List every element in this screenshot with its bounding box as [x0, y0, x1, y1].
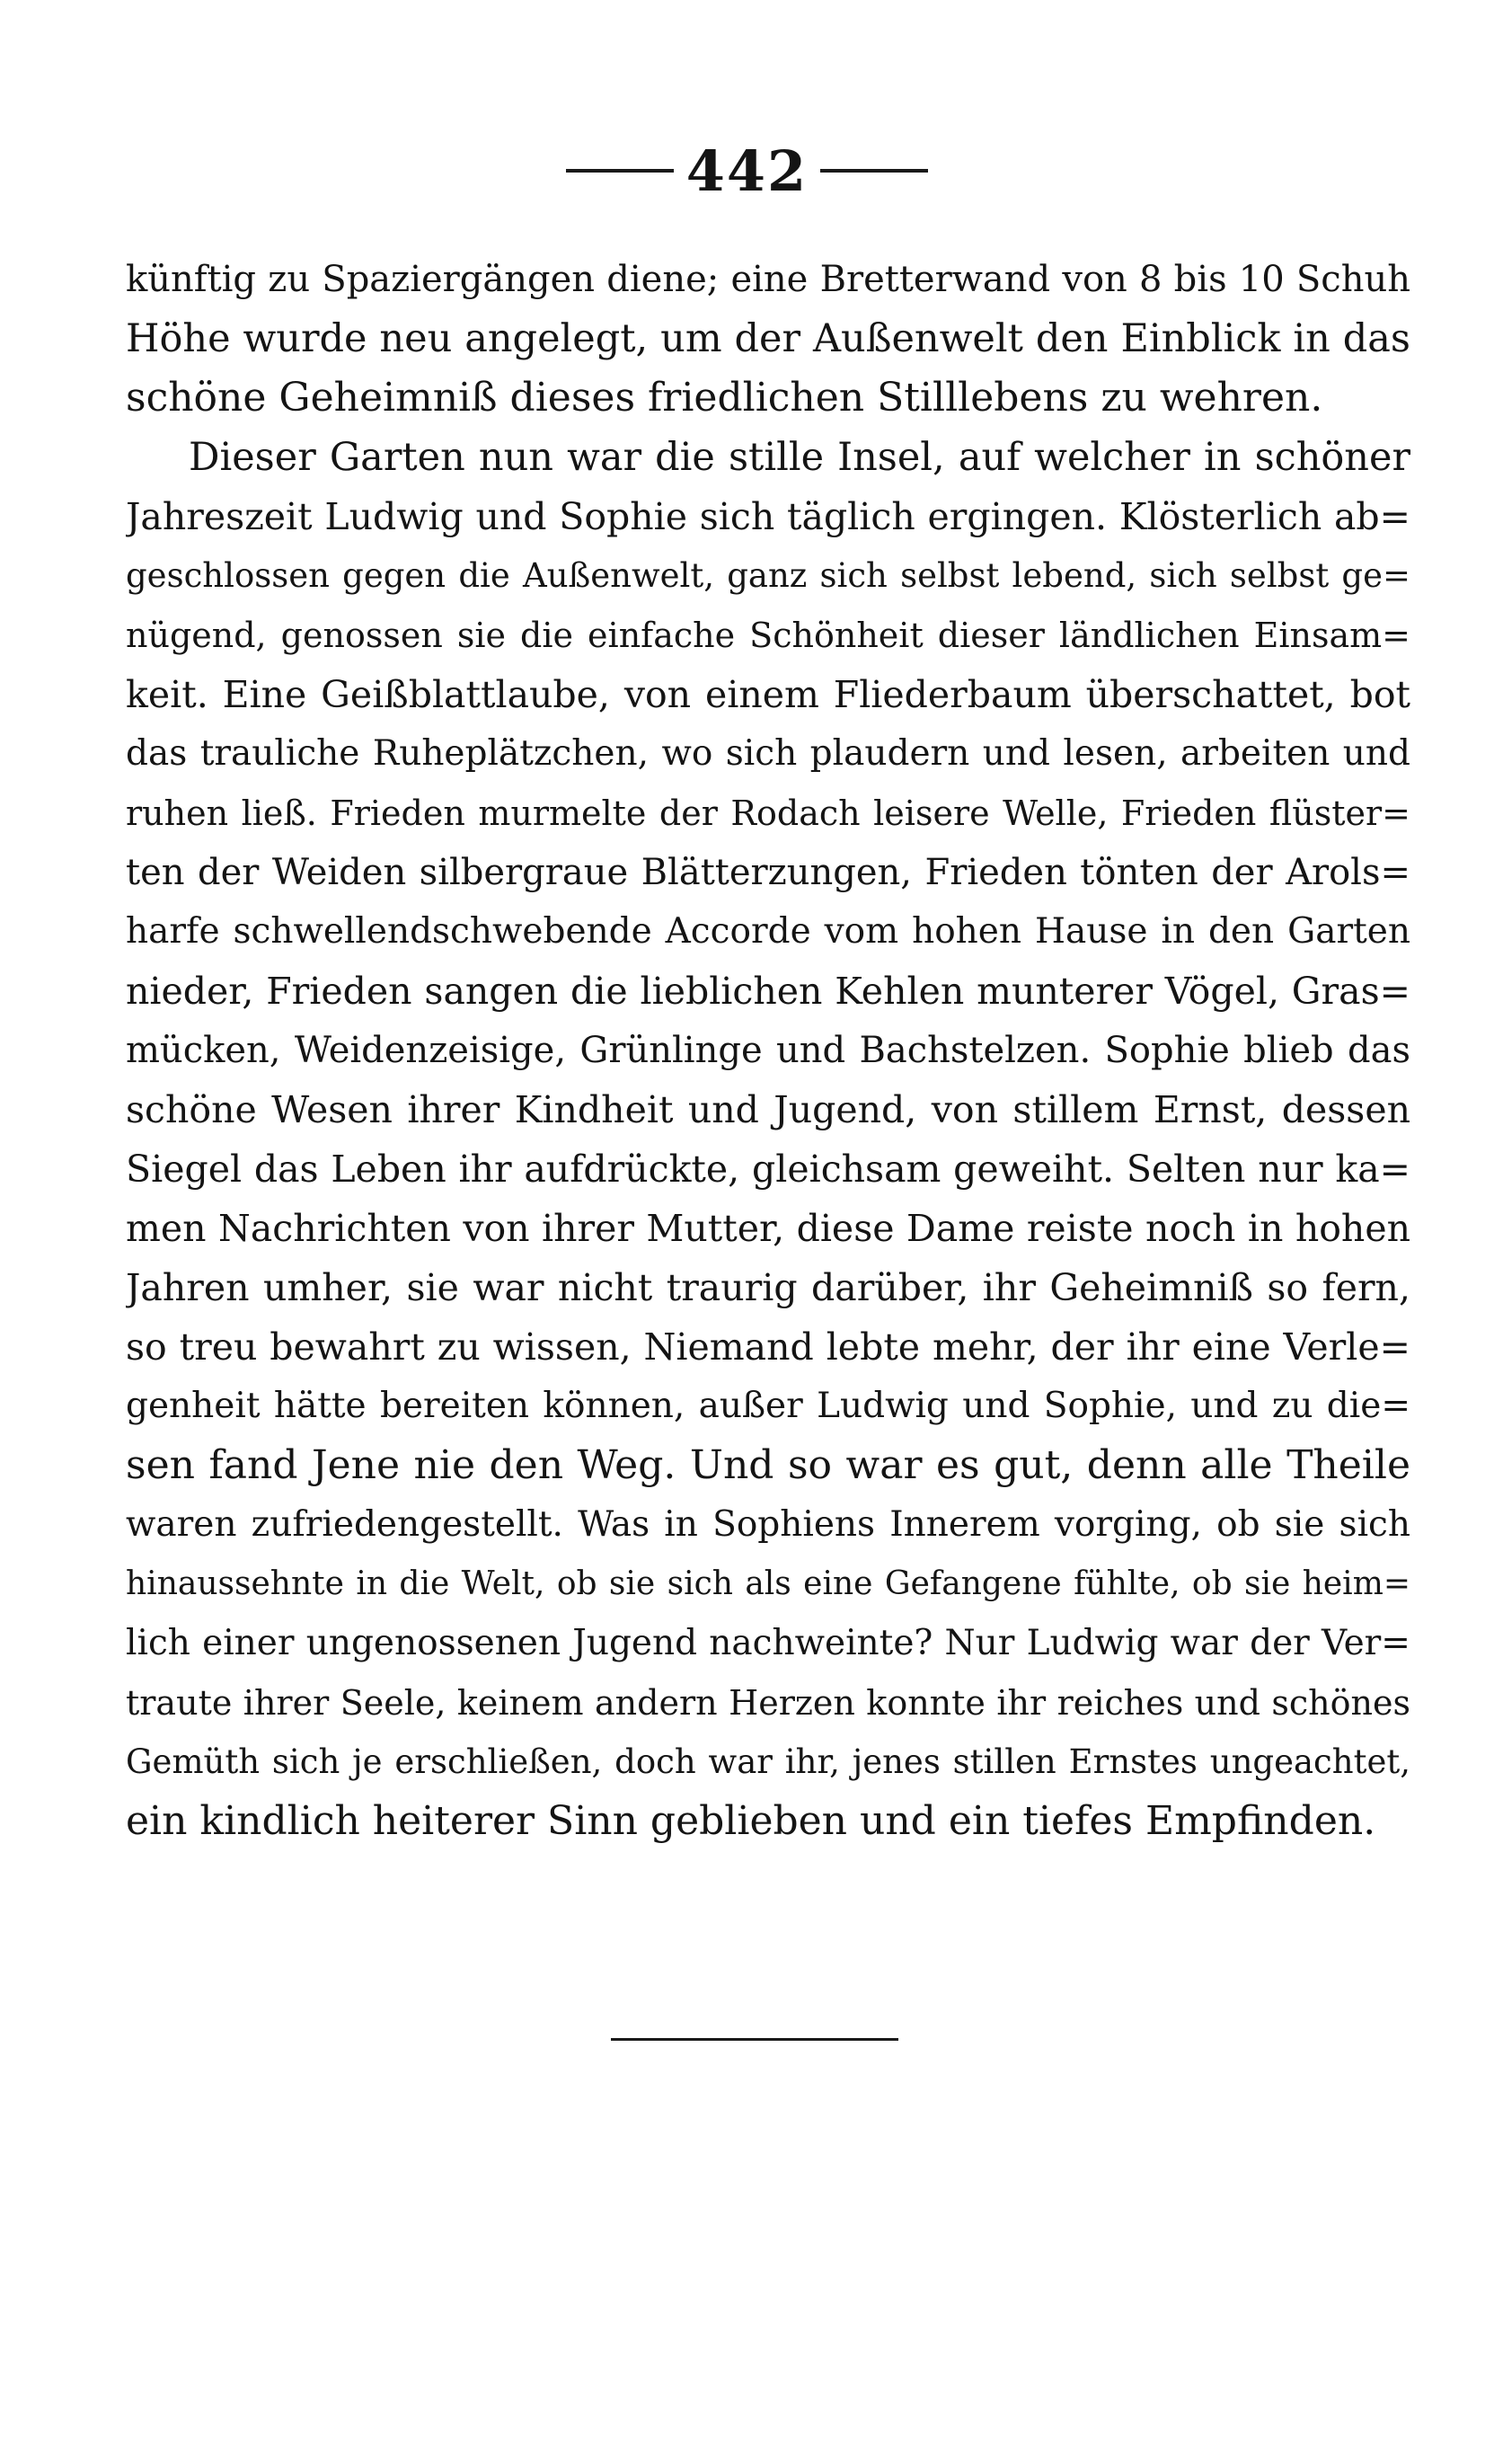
- text-line: keit. Eine Geißblattlaube, von einem Fliederbaum überschattet, bot: [126, 673, 1410, 716]
- text-line: Höhe wurde neu angelegt, um der Außenwelt den Einblick in das: [126, 316, 1410, 361]
- text-line: ten der Weiden silbergraue Blätterzungen, Frieden tönten der Arols=: [126, 852, 1410, 893]
- text-line: sen fand Jene nie den Weg. Und so war es gut, denn alle Theile: [126, 1442, 1410, 1488]
- text-line: Jahreszeit Ludwig und Sophie sich täglich ergingen. Klösterlich ab=: [126, 495, 1410, 538]
- text-line: Dieser Garten nun war die stille Insel, auf welcher in schöner: [189, 435, 1410, 480]
- text-line: genheit hätte bereiten können, außer Ludwig und Sophie, und zu die=: [126, 1386, 1410, 1426]
- text-line: Siegel das Leben ihr aufdrückte, gleichsam geweiht. Selten nur ka=: [126, 1148, 1410, 1191]
- text-line: ein kindlich heiterer Sinn geblieben und ein tiefes Empfinden.: [126, 1798, 1376, 1844]
- text-line: hinaussehnte in die Welt, ob sie sich als eine Gefangene fühlte, ob sie heim=: [126, 1565, 1410, 1602]
- text-line: mücken, Weidenzeisige, Grünlinge und Bachstelzen. Sophie blieb das: [126, 1030, 1410, 1071]
- text-line: ruhen ließ. Frieden murmelte der Rodach leisere Welle, Frieden flüster=: [126, 793, 1410, 833]
- text-line: harfe schwellendschwebende Accorde vom hohen Hause in den Garten: [126, 911, 1410, 952]
- text-line: men Nachrichten von ihrer Mutter, diese Dame reiste noch in hohen: [126, 1207, 1410, 1250]
- text-line: schöne Wesen ihrer Kindheit und Jugend, von stillem Ernst, dessen: [126, 1088, 1410, 1131]
- text-line: geschlossen gegen die Außenwelt, ganz sich selbst lebend, sich selbst ge=: [126, 556, 1410, 595]
- text-line: das trauliche Ruheplätzchen, wo sich plaudern und lesen, arbeiten und: [126, 733, 1410, 774]
- text-line: schöne Geheimniß dieses friedlichen Stilllebens zu wehren.: [126, 375, 1323, 421]
- header-rule-right: [820, 169, 928, 173]
- text-line: traute ihrer Seele, keinem andern Herzen konnte ihr reiches und schönes: [126, 1683, 1410, 1723]
- text-line: künftig zu Spaziergängen diene; eine Bretterwand von 8 bis 10 Schuh: [126, 259, 1410, 300]
- page-header: [0, 135, 1494, 207]
- text-line: Jahren umher, sie war nicht traurig darüber, ihr Geheimniß so fern,: [126, 1266, 1410, 1309]
- text-line: waren zufriedengestellt. Was in Sophiens Innerem vorging, ob sie sich: [126, 1504, 1410, 1545]
- text-line: so treu bewahrt zu wissen, Niemand lebte mehr, der ihr eine Verle=: [126, 1325, 1410, 1369]
- body-text: [126, 250, 1410, 1851]
- text-line: lich einer ungenossenen Jugend nachweinte? Nur Ludwig war der Ver=: [126, 1623, 1410, 1663]
- text-line: nieder, Frieden sangen die lieblichen Kehlen munterer Vögel, Gras=: [126, 970, 1410, 1013]
- text-line: Gemüth sich je erschließen, doch war ihr, jenes stillen Ernstes ungeachtet,: [126, 1742, 1410, 1781]
- page-number: 442: [685, 137, 809, 204]
- text-line: nügend, genossen sie die einfache Schönheit dieser ländlichen Einsam=: [126, 616, 1410, 655]
- end-rule: [611, 2038, 898, 2041]
- header-rule-left: [566, 169, 674, 173]
